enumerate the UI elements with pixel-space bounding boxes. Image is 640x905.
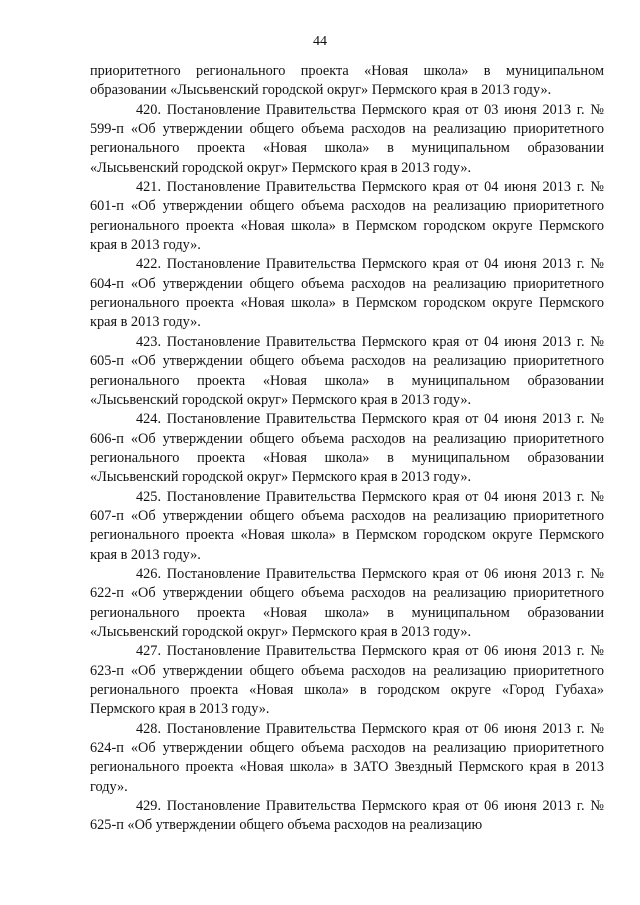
list-item-424: 424. Постановление Правительства Пермского края от 04 июня 2013 г. № 606-п «Об утверждении общего объема расходов на реализацию приоритетного регионального проекта «Новая школа» в муниципальном образовании «Лысьвенский городской округ» Пермского края в 2013 году».: [90, 411, 604, 486]
list-item-422: 422. Постановление Правительства Пермского края от 04 июня 2013 г. № 604-п «Об утверждении общего объема расходов на реализацию приоритетного регионального проекта «Новая школа» в Пермском городском округе Пермского края в 2013 году».: [90, 256, 604, 331]
list-item-420: 420. Постановление Правительства Пермского края от 03 июня 2013 г. № 599-п «Об утверждении общего объема расходов на реализацию приоритетного регионального проекта «Новая школа» в муниципальном образовании «Лысьвенский городской округ» Пермского края в 2013 году».: [90, 101, 604, 176]
list-item-428: 428. Постановление Правительства Пермского края от 06 июня 2013 г. № 624-п «Об утверждении общего объема расходов на реализацию приоритетного регионального проекта «Новая школа» в ЗАТО Звездный Пермского края в 2013 году».: [90, 720, 604, 795]
list-item-426: 426. Постановление Правительства Пермского края от 06 июня 2013 г. № 622-п «Об утверждении общего объема расходов на реализацию приоритетного регионального проекта «Новая школа» в муниципальном образовании «Лысьвенский городской округ» Пермского края в 2013 году».: [90, 565, 604, 640]
paragraph-continuation: приоритетного регионального проекта «Новая школа» в муниципальном образовании «Лысьвенский городской округ» Пермского края в 2013 году».: [90, 63, 604, 99]
list-item-427: 427. Постановление Правительства Пермского края от 06 июня 2013 г. № 623-п «Об утверждении общего объема расходов на реализацию приоритетного регионального проекта «Новая школа» в городском округе «Город Губаха» Пермского края в 2013 году».: [90, 643, 604, 718]
list-item-421: 421. Постановление Правительства Пермского края от 04 июня 2013 г. № 601-п «Об утверждении общего объема расходов на реализацию приоритетного регионального проекта «Новая школа» в Пермском городском округе Пермского края в 2013 году».: [90, 179, 604, 254]
document-body: [90, 62, 604, 836]
list-item-423: 423. Постановление Правительства Пермского края от 04 июня 2013 г. № 605-п «Об утверждении общего объема расходов на реализацию приоритетного регионального проекта «Новая школа» в муниципальном образовании «Лысьвенский городской округ» Пермского края в 2013 году».: [90, 333, 604, 408]
list-item-425: 425. Постановление Правительства Пермского края от 04 июня 2013 г. № 607-п «Об утверждении общего объема расходов на реализацию приоритетного регионального проекта «Новая школа» в Пермском городском округе Пермского края в 2013 году».: [90, 488, 604, 563]
page-number: 44: [313, 34, 327, 49]
list-item-429: 429. Постановление Правительства Пермского края от 06 июня 2013 г. № 625-п «Об утверждении общего объема расходов на реализацию: [90, 798, 604, 834]
